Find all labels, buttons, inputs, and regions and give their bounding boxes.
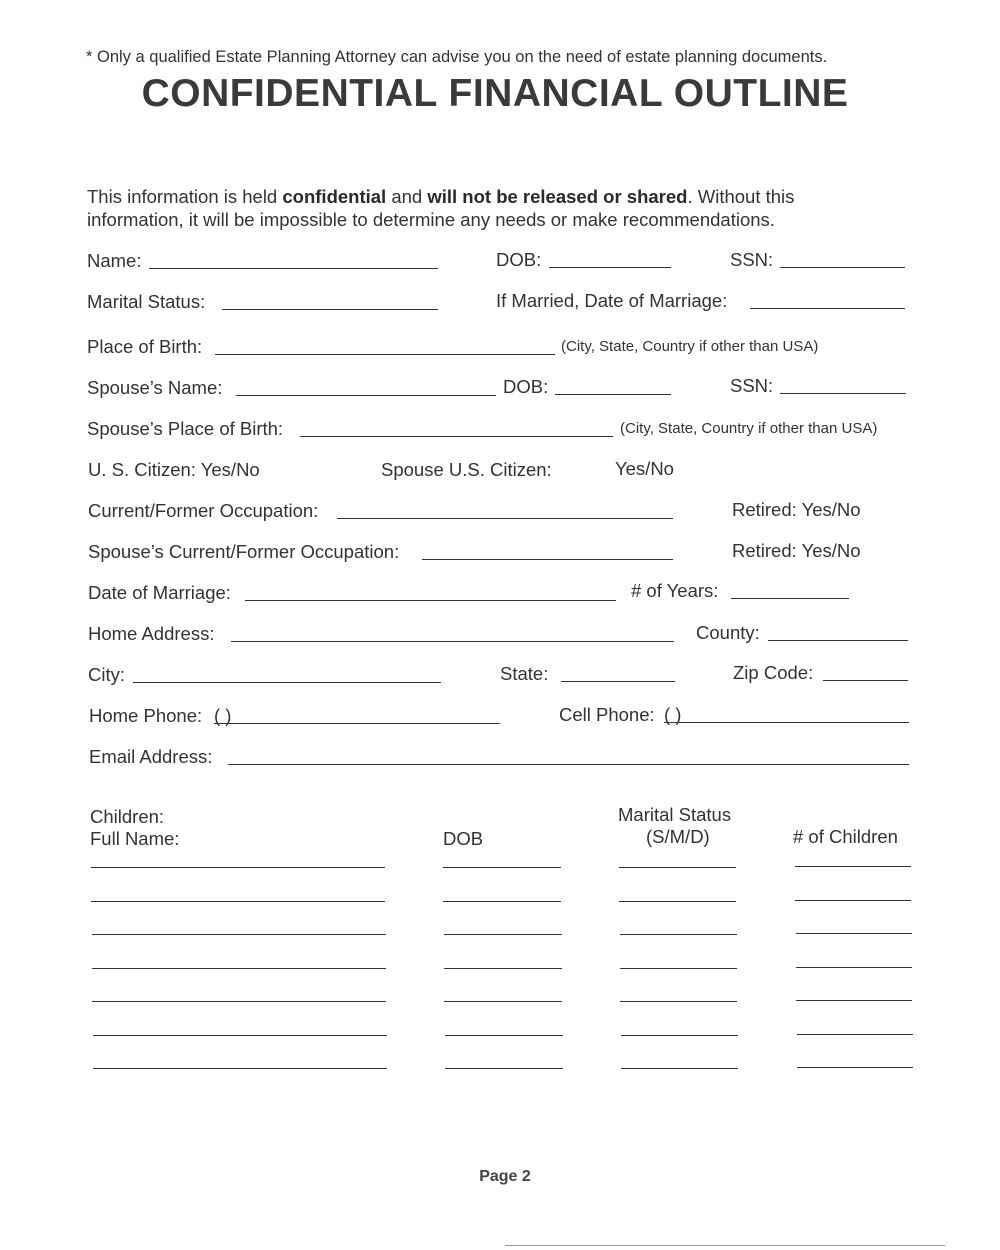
spouse-place-of-birth-label: Spouse’s Place of Birth: bbox=[87, 418, 284, 439]
spouse-ssn-label: SSN: bbox=[730, 375, 774, 396]
dob-label: DOB: bbox=[496, 249, 542, 270]
child-dob-field[interactable] bbox=[444, 934, 562, 935]
child-dob-field[interactable] bbox=[443, 867, 561, 868]
spouse-name-field[interactable] bbox=[236, 395, 496, 396]
state-field[interactable] bbox=[561, 681, 675, 682]
date-of-marriage-field[interactable] bbox=[245, 600, 616, 601]
dob-field[interactable] bbox=[549, 267, 671, 268]
children-col-marital-code: (S/M/D) bbox=[646, 826, 710, 847]
ssn-field[interactable] bbox=[780, 267, 905, 268]
state-label: State: bbox=[500, 663, 549, 684]
spouse-place-of-birth-field[interactable] bbox=[300, 436, 613, 437]
place-of-birth-note: (City, State, Country if other than USA) bbox=[561, 338, 819, 355]
spouse-name-label: Spouse’s Name: bbox=[87, 377, 223, 398]
page-number: Page 2 bbox=[479, 1168, 531, 1185]
child-name-field[interactable] bbox=[93, 1068, 387, 1069]
intro-bold-not-released: will not be released or shared bbox=[427, 186, 688, 207]
city-field[interactable] bbox=[133, 682, 441, 683]
child-name-field[interactable] bbox=[93, 1035, 387, 1036]
marital-status-label: Marital Status: bbox=[87, 291, 206, 312]
spouse-occupation-label: Spouse’s Current/Former Occupation: bbox=[88, 541, 400, 562]
intro-paragraph bbox=[87, 185, 887, 231]
child-marital-field[interactable] bbox=[619, 867, 736, 868]
child-count-field[interactable] bbox=[796, 967, 912, 968]
intro-text-2: and bbox=[386, 186, 428, 207]
spouse-us-citizen-label: Spouse U.S. Citizen: bbox=[381, 459, 552, 480]
ssn-label: SSN: bbox=[730, 249, 774, 270]
child-dob-field[interactable] bbox=[445, 1035, 563, 1036]
home-phone-area: ( ) bbox=[214, 705, 232, 726]
children-col-marital: Marital Status bbox=[618, 804, 732, 825]
spouse-dob-field[interactable] bbox=[555, 394, 671, 395]
zip-label: Zip Code: bbox=[733, 662, 814, 683]
child-count-field[interactable] bbox=[797, 1034, 913, 1035]
child-marital-field[interactable] bbox=[619, 901, 736, 902]
marriage-date-label: If Married, Date of Marriage: bbox=[496, 290, 728, 311]
years-field[interactable] bbox=[731, 598, 849, 599]
child-count-field[interactable] bbox=[796, 933, 912, 934]
child-count-field[interactable] bbox=[796, 1000, 912, 1001]
intro-bold-confidential: confidential bbox=[282, 186, 387, 207]
spouse-us-citizen-value: Yes/No bbox=[615, 458, 674, 479]
intro-text-1: This information is held bbox=[87, 186, 283, 207]
cell-phone-label: Cell Phone: bbox=[559, 704, 655, 725]
children-col-name: Full Name: bbox=[90, 828, 180, 849]
county-field[interactable] bbox=[768, 640, 908, 641]
marriage-date-field[interactable] bbox=[750, 308, 905, 309]
child-marital-field[interactable] bbox=[620, 934, 737, 935]
place-of-birth-label: Place of Birth: bbox=[87, 336, 203, 357]
spouse-occupation-field[interactable] bbox=[422, 559, 673, 560]
child-name-field[interactable] bbox=[92, 968, 386, 969]
zip-field[interactable] bbox=[823, 680, 908, 681]
child-marital-field[interactable] bbox=[621, 1035, 738, 1036]
spouse-place-of-birth-note: (City, State, Country if other than USA) bbox=[620, 420, 878, 437]
name-label: Name: bbox=[87, 250, 142, 271]
occupation-field[interactable] bbox=[337, 518, 673, 519]
child-dob-field[interactable] bbox=[443, 901, 561, 902]
name-field[interactable] bbox=[149, 268, 438, 269]
spouse-retired-label: Retired: Yes/No bbox=[732, 540, 861, 561]
child-dob-field[interactable] bbox=[444, 1001, 562, 1002]
child-name-field[interactable] bbox=[92, 934, 386, 935]
spouse-ssn-field[interactable] bbox=[780, 393, 906, 394]
children-heading: Children: bbox=[90, 806, 165, 827]
child-dob-field[interactable] bbox=[444, 968, 562, 969]
county-label: County: bbox=[696, 622, 760, 643]
children-col-dob: DOB bbox=[443, 828, 484, 849]
scan-edge-line bbox=[505, 1245, 945, 1246]
child-dob-field[interactable] bbox=[445, 1068, 563, 1069]
spouse-dob-label: DOB: bbox=[503, 376, 549, 397]
disclaimer: * Only a qualified Estate Planning Attorney can advise you on the need of estate planning documents. bbox=[86, 48, 828, 66]
page-title: CONFIDENTIAL FINANCIAL OUTLINE bbox=[141, 72, 849, 115]
city-label: City: bbox=[88, 664, 125, 685]
children-col-count: # of Children bbox=[793, 826, 898, 847]
years-label: # of Years: bbox=[631, 580, 719, 601]
email-label: Email Address: bbox=[89, 746, 213, 767]
place-of-birth-field[interactable] bbox=[215, 354, 555, 355]
intro-text-3: . Without this information, it will be impossible to determine any needs or make recommendations. bbox=[87, 186, 795, 230]
cell-phone-area: ( ) bbox=[664, 704, 682, 725]
date-of-marriage-label: Date of Marriage: bbox=[88, 582, 231, 603]
home-phone-label: Home Phone: bbox=[89, 705, 203, 726]
child-marital-field[interactable] bbox=[620, 1001, 737, 1002]
child-name-field[interactable] bbox=[92, 1001, 386, 1002]
home-phone-field[interactable] bbox=[214, 723, 500, 724]
child-name-field[interactable] bbox=[91, 867, 385, 868]
occupation-label: Current/Former Occupation: bbox=[88, 500, 319, 521]
child-count-field[interactable] bbox=[797, 1067, 913, 1068]
child-marital-field[interactable] bbox=[621, 1068, 738, 1069]
home-address-field[interactable] bbox=[231, 641, 674, 642]
child-count-field[interactable] bbox=[795, 866, 911, 867]
home-address-label: Home Address: bbox=[88, 623, 215, 644]
marital-status-field[interactable] bbox=[222, 309, 438, 310]
cell-phone-field[interactable] bbox=[664, 722, 909, 723]
us-citizen-label: U. S. Citizen: Yes/No bbox=[88, 459, 260, 480]
email-field[interactable] bbox=[228, 764, 909, 765]
retired-label: Retired: Yes/No bbox=[732, 499, 861, 520]
child-count-field[interactable] bbox=[795, 900, 911, 901]
child-name-field[interactable] bbox=[91, 901, 385, 902]
child-marital-field[interactable] bbox=[620, 968, 737, 969]
